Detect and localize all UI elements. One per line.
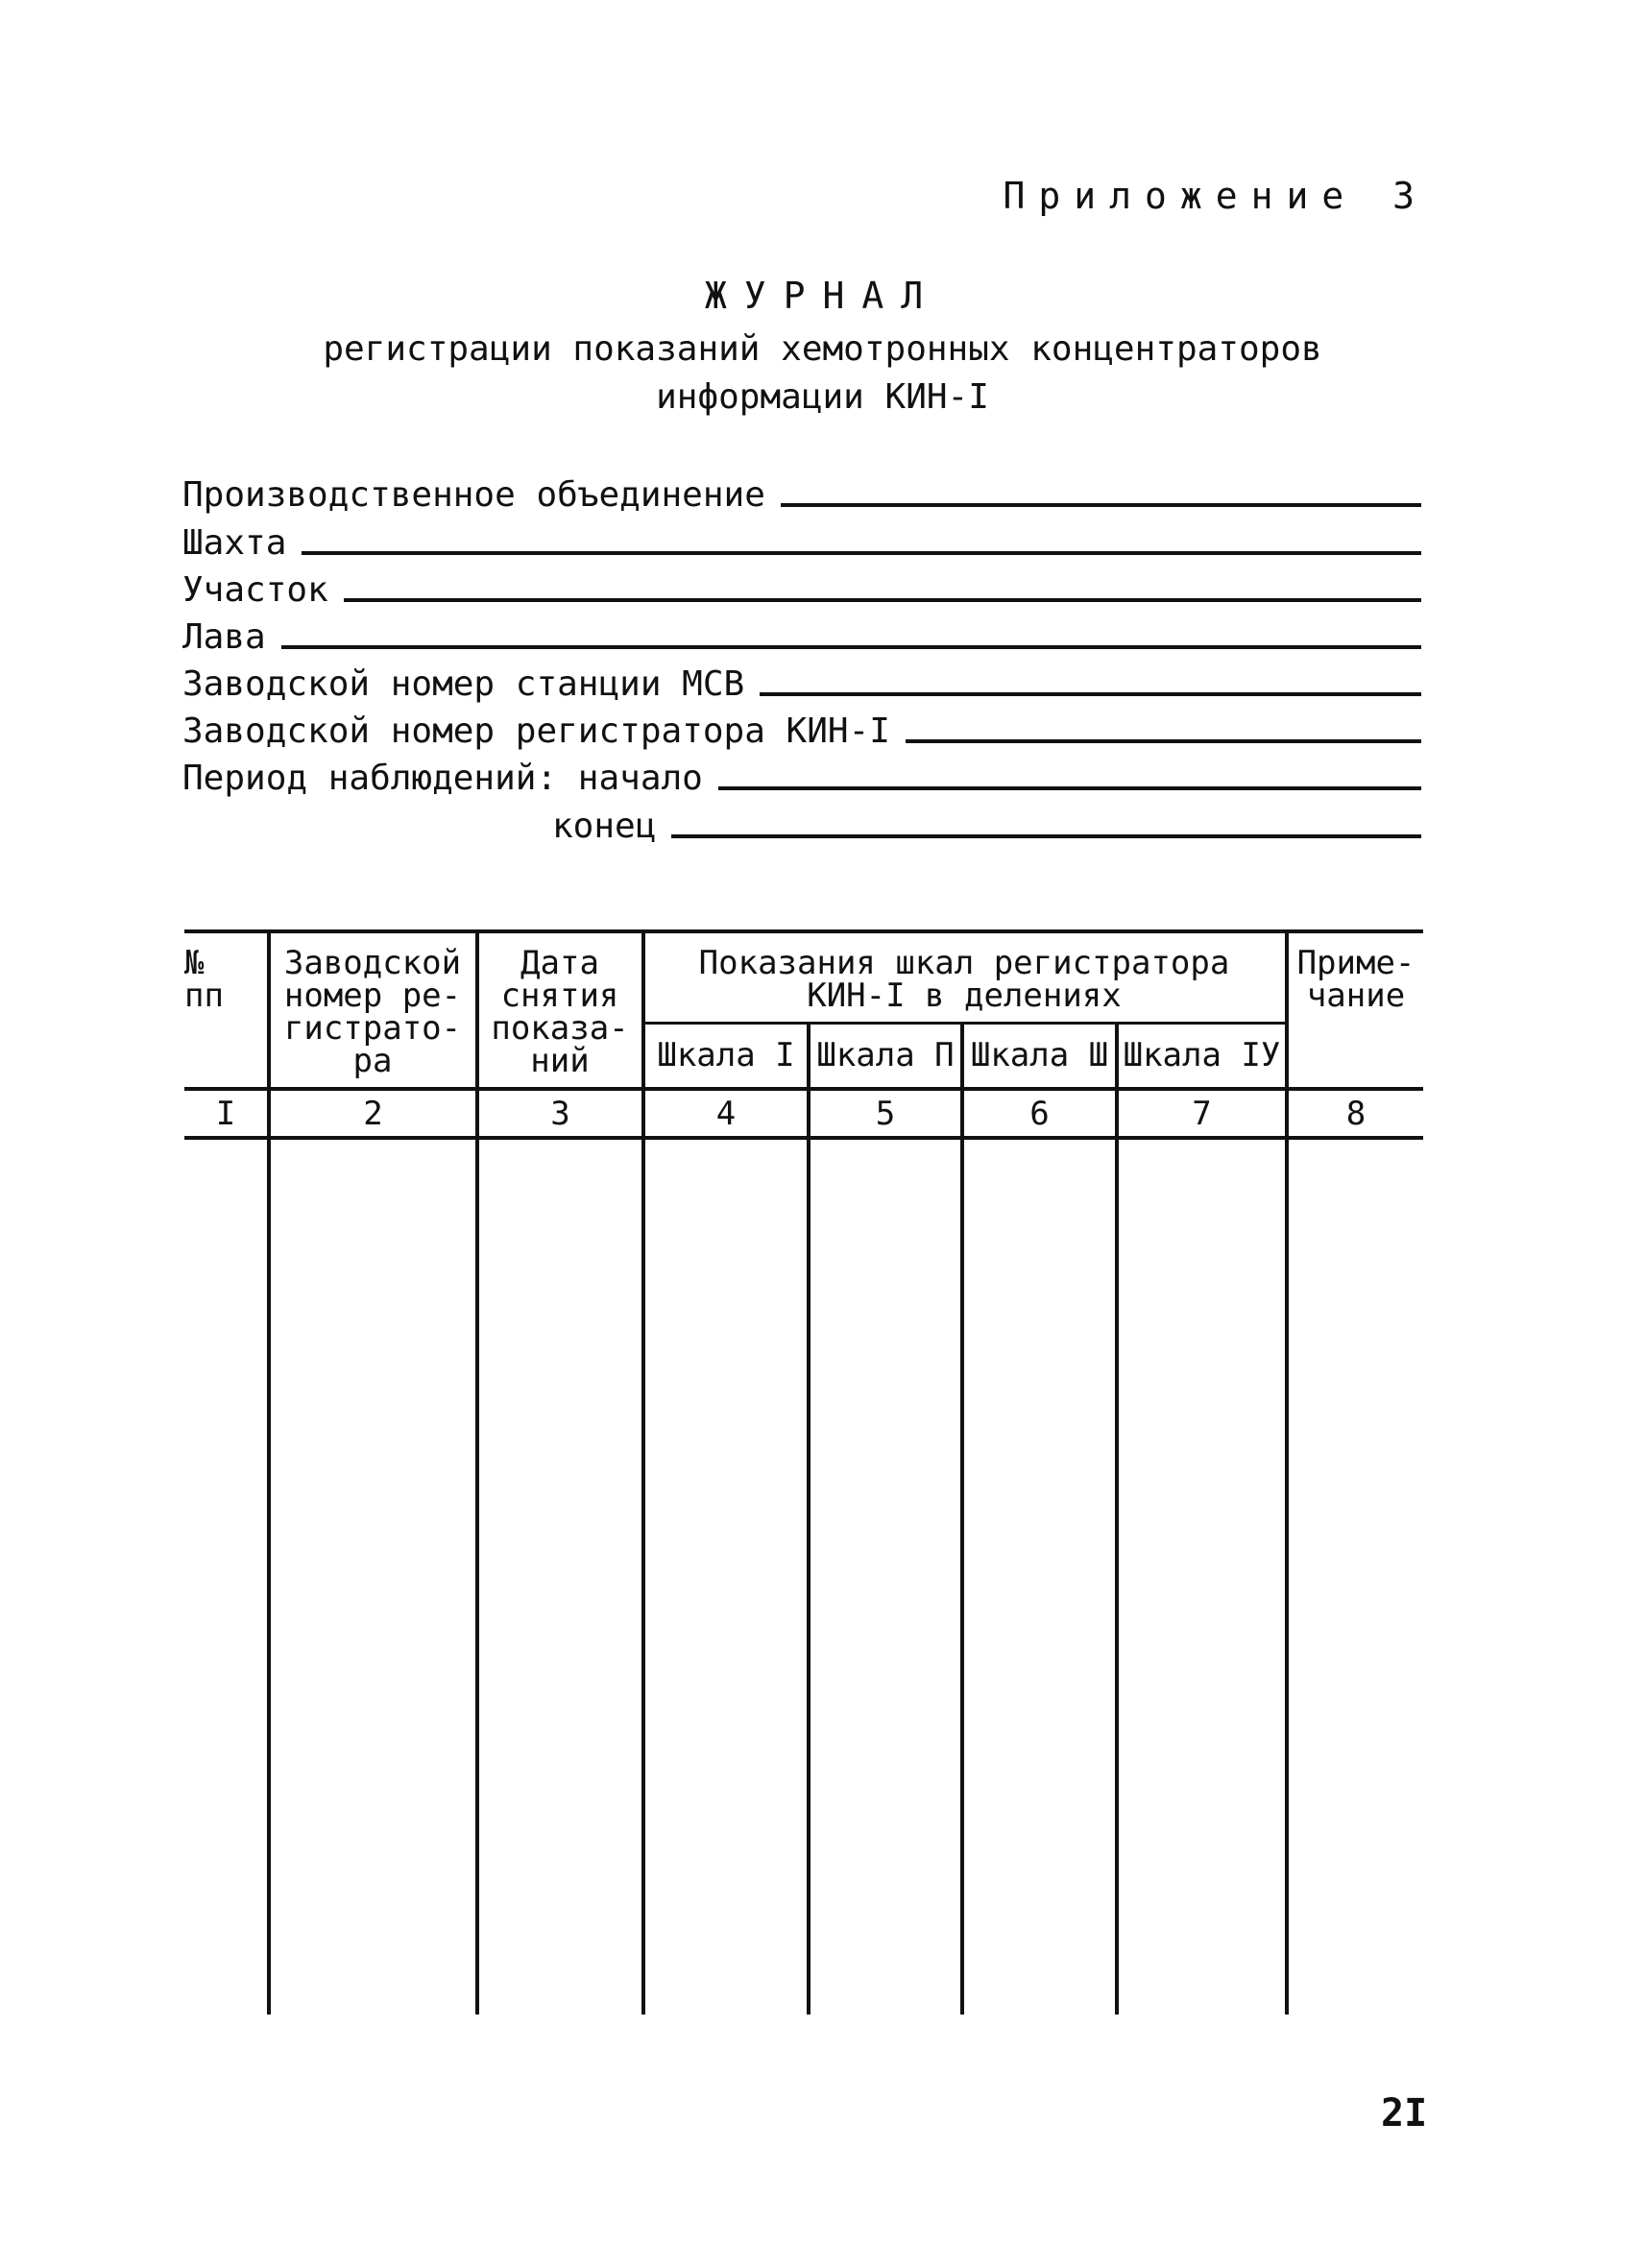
field-station-number-line[interactable] xyxy=(760,691,1421,696)
field-section xyxy=(182,564,1421,610)
field-period-end-label: конец xyxy=(552,807,657,846)
field-period-start xyxy=(182,752,1421,798)
field-period-end xyxy=(552,800,1421,846)
header-scale-1: Шкала I xyxy=(657,1036,795,1074)
field-station-number xyxy=(182,658,1421,704)
page-number: 2I xyxy=(1381,2091,1428,2135)
column-divider-5 xyxy=(960,1024,964,2015)
field-longwall-line[interactable] xyxy=(281,644,1421,649)
column-number-8: 8 xyxy=(1345,1095,1367,1133)
field-period-end-line[interactable] xyxy=(671,833,1421,838)
header-scale-3: Шкала Ш xyxy=(970,1036,1109,1074)
header-row-number: № пп xyxy=(184,944,224,1015)
column-number-1: I xyxy=(215,1095,236,1133)
field-period-start-line[interactable] xyxy=(718,785,1421,790)
field-section-label: Участок xyxy=(182,570,328,610)
column-divider-6 xyxy=(1115,1024,1119,2015)
field-recorder-number-label: Заводской номер регистратора КИН-I xyxy=(182,712,890,751)
journal-subtitle-line2: информации КИН-I xyxy=(656,377,989,417)
field-association-label: Производственное объединение xyxy=(182,475,765,515)
numbers-bottom-rule xyxy=(184,1136,1423,1140)
column-number-4: 4 xyxy=(715,1095,737,1133)
field-mine-label: Шахта xyxy=(182,523,287,563)
table-top-rule xyxy=(184,929,1423,933)
field-period-start-label: Период наблюдений: начало xyxy=(182,759,703,798)
column-number-7: 7 xyxy=(1192,1095,1212,1133)
column-divider-4 xyxy=(807,1024,810,2015)
journal-subtitle-line1: регистрации показаний хемотронных концентраторов xyxy=(323,329,1322,369)
field-longwall xyxy=(182,611,1421,657)
column-number-5: 5 xyxy=(875,1095,896,1133)
appendix-label: Приложение 3 xyxy=(1003,175,1428,217)
field-section-line[interactable] xyxy=(344,597,1421,602)
field-recorder-number xyxy=(182,705,1421,751)
group-header-rule xyxy=(643,1022,1289,1025)
field-association xyxy=(182,469,1421,515)
header-note: Приме- чание xyxy=(1296,944,1415,1015)
header-scale-2: Шкала П xyxy=(816,1036,955,1074)
field-station-number-label: Заводской номер станции МСВ xyxy=(182,664,745,704)
field-recorder-number-line[interactable] xyxy=(906,738,1421,743)
journal-title: ЖУРНАЛ xyxy=(704,275,941,317)
column-number-3: 3 xyxy=(550,1095,570,1133)
field-longwall-label: Лава xyxy=(182,617,266,657)
column-number-2: 2 xyxy=(363,1095,383,1133)
header-date: Дата снятия показа- ний xyxy=(491,944,629,1080)
field-association-line[interactable] xyxy=(781,502,1421,507)
header-scale-4: Шкала IУ xyxy=(1123,1036,1281,1074)
header-bottom-rule xyxy=(184,1087,1423,1091)
field-mine-line[interactable] xyxy=(302,550,1421,555)
column-number-6: 6 xyxy=(1029,1095,1050,1133)
header-serial-number: Заводской номер ре- гистрато- ра xyxy=(283,944,462,1080)
field-mine xyxy=(182,517,1421,563)
header-scale-readings: Показания шкал регистратора КИН-I в делениях xyxy=(698,944,1230,1015)
